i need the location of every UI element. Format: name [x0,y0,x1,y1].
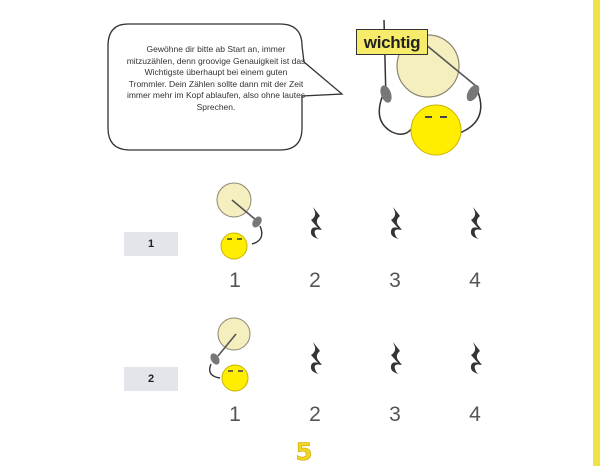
drummer-smiley-icon [200,316,270,396]
quarter-rest-icon [387,341,407,375]
quarter-rest-icon [307,341,327,375]
count-2: 2 [309,269,321,292]
count-4: 4 [469,403,481,426]
drummer-smiley-icon [210,180,280,260]
quarter-rest-icon [307,206,327,240]
page-number: 5 [295,438,313,466]
count-3: 3 [389,403,401,426]
row-label-1: 1 [124,232,178,256]
count-4: 4 [469,269,481,292]
quarter-rest-icon [467,341,487,375]
count-2: 2 [309,403,321,426]
drummer-with-sign-icon [0,0,600,200]
wichtig-sign: wichtig [356,29,428,55]
row-label-2: 2 [124,367,178,391]
quarter-rest-icon [387,206,407,240]
speech-bubble-text: Gewöhne dir bitte ab Start an, immer mitzuzählen, denn groovige Genauigkeit ist das Wichtigste überhaupt bei einem guten Trommler. Dein Zählen sollte dann mit der Zeit immer mehr im Kopf ablaufen, also ohne lautes Sprechen. [126,44,306,112]
count-3: 3 [389,269,401,292]
count-1: 1 [229,403,241,426]
count-1: 1 [229,269,241,292]
quarter-rest-icon [467,206,487,240]
